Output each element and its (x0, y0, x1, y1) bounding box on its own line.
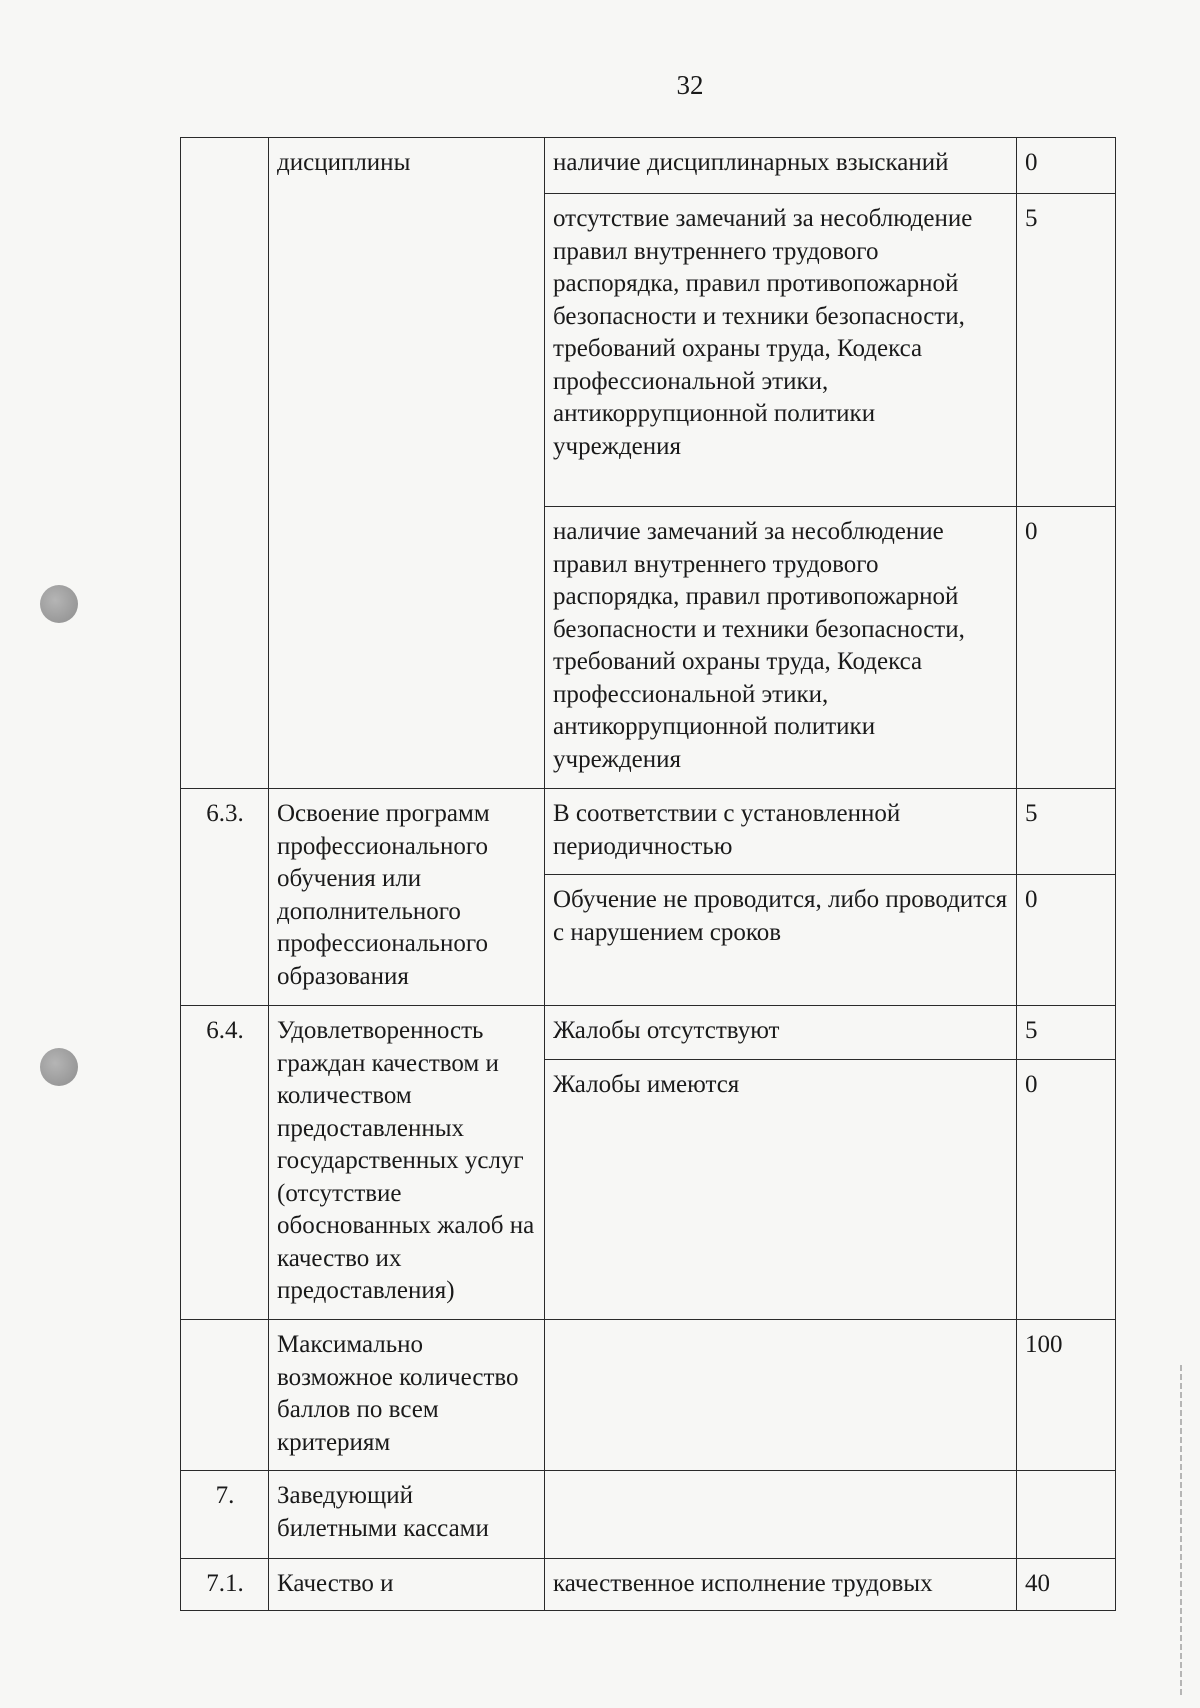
item-number: 6.3. (181, 789, 269, 1006)
item-name: дисциплины (269, 138, 545, 789)
score-value: 0 (1017, 875, 1116, 1006)
criterion-text: Жалобы имеются (545, 1060, 1017, 1320)
score-value: 100 (1017, 1320, 1116, 1471)
score-value: 0 (1017, 507, 1116, 789)
table-row (181, 1559, 1116, 1611)
page-number: 32 (676, 70, 704, 100)
score-value: 40 (1017, 1559, 1116, 1611)
item-number: 7.1. (181, 1559, 269, 1611)
score-value: 5 (1017, 1006, 1116, 1060)
criterion-text: наличие дисциплинарных взысканий (545, 138, 1017, 194)
table-row (181, 1471, 1116, 1559)
item-number (181, 1320, 269, 1471)
criterion-text: Обучение не проводится, либо проводится с нарушением сроков (545, 875, 1017, 1006)
criterion-text: наличие замечаний за несоблюдение правил внутреннего трудового распорядка, правил противопожарной безопасности и техники безопасности, требований охраны труда, Кодекса профессиональной этики, антикоррупционной политики учреждения (545, 507, 1017, 789)
table-row (181, 1320, 1116, 1471)
score-value (1017, 1471, 1116, 1559)
item-name: Заведующий билетными кассами (269, 1471, 545, 1559)
criterion-text: отсутствие замечаний за несоблюдение правил внутреннего трудового распорядка, правил противопожарной безопасности и техники безопасности, требований охраны труда, Кодекса профессиональной этики, антикоррупционной политики учреждения (545, 194, 1017, 507)
score-value: 5 (1017, 194, 1116, 507)
item-name: Удовлетворенность граждан качеством и количеством предоставленных государственных услуг (отсутствие обоснованных жалоб на качество их предоставления) (269, 1006, 545, 1320)
table-row (181, 789, 1116, 875)
score-value: 5 (1017, 789, 1116, 875)
score-value: 0 (1017, 138, 1116, 194)
item-number (181, 138, 269, 789)
criterion-text: Жалобы отсутствуют (545, 1006, 1017, 1060)
criterion-text: В соответствии с установленной периодичностью (545, 789, 1017, 875)
score-value: 0 (1017, 1060, 1116, 1320)
criteria-table (180, 137, 1116, 1611)
item-number: 6.4. (181, 1006, 269, 1320)
criterion-text: качественное исполнение трудовых (545, 1559, 1017, 1611)
item-number: 7. (181, 1471, 269, 1559)
table-row (181, 1006, 1116, 1060)
item-name: Максимально возможное количество баллов по всем критериям (269, 1320, 545, 1471)
item-name: Качество и (269, 1559, 545, 1611)
table-row (181, 138, 1116, 194)
punch-hole-icon (40, 1048, 78, 1086)
punch-hole-icon (40, 585, 78, 623)
criterion-text (545, 1471, 1017, 1559)
scan-edge-mark (1180, 1365, 1182, 1695)
criterion-text (545, 1320, 1017, 1471)
item-name: Освоение программ профессионального обучения или дополнительного профессионального образования (269, 789, 545, 1006)
